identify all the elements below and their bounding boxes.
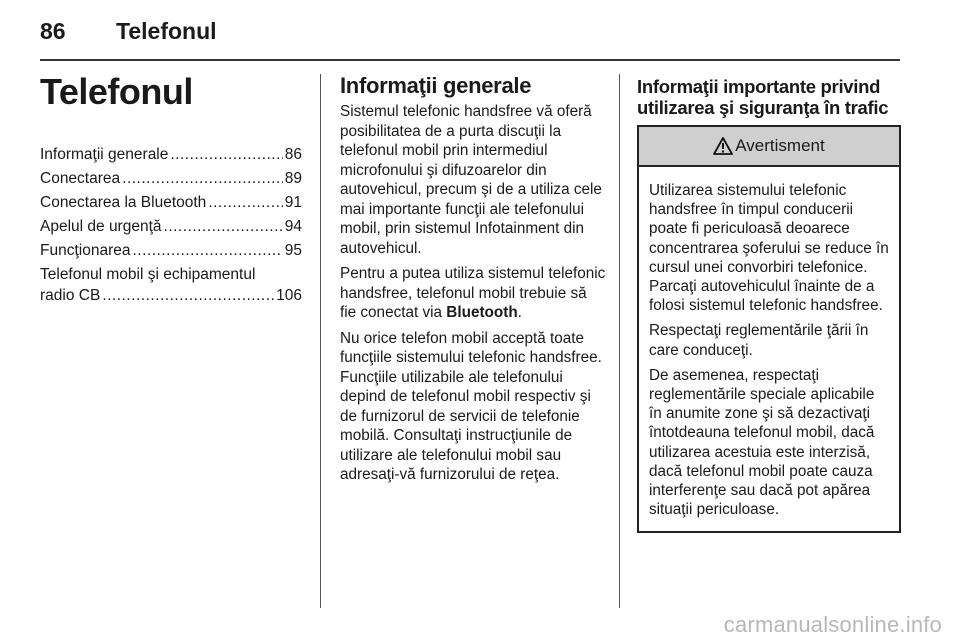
toc-item[interactable]: Conectarea ..... 89 (40, 168, 302, 189)
column-divider-1 (320, 74, 321, 608)
warning-box (637, 125, 901, 533)
warning-paragraph-2: Respectaţi reglementările ţării în care conduceţi. (649, 322, 869, 359)
warning-triangle-icon (713, 137, 733, 155)
toc-item[interactable]: Funcţionarea ..... 95 (40, 240, 302, 261)
site-watermark: carmanualsonline.info (723, 612, 942, 637)
warning-body (639, 167, 899, 531)
general-info-column (340, 72, 606, 491)
bluetooth-term: Bluetooth (446, 304, 518, 321)
warning-paragraph-3: De asemenea, respectaţi reglementările speciale aplicabile în anumite zone şi să dezactivaţi întotdeauna telefonul mobil, dacă utilizarea acestuia este interzisă, dacă telefonul mobil poate cauza interferenţe sau dacă pot apărea situaţii periculoase. (649, 366, 875, 519)
page-number: 86 (40, 18, 66, 44)
toc-item[interactable]: Apelul de urgenţă ..... 94 (40, 216, 302, 237)
safety-heading: Informaţii importante privind utilizarea şi siguranţa în trafic (637, 76, 889, 118)
warning-title: Avertisment (735, 136, 825, 155)
toc-item[interactable]: Informaţii generale ..... 86 (40, 144, 302, 165)
warning-paragraph-1: Utilizarea sistemului telefonic handsfree în timpul conducerii poate fi periculoasă deoarece concentrarea şoferului se reduce în cursul unei convorbiri telefonice. Parcaţi autovehiculul înainte de a folosi sistemul telefonic handsfree. (649, 182, 889, 315)
column-divider-2 (619, 74, 620, 608)
general-paragraph-2: Pentru a putea utiliza sistemul telefonic handsfree, telefonul mobil trebuie să fie conectat via Bluetooth. (340, 265, 606, 321)
warning-header (639, 127, 899, 167)
general-paragraph-3: Nu orice telefon mobil acceptă toate funcţiile sistemului telefonic handsfree. Funcţiile utilizabile ale telefonului depind de telefonul mobil respectiv şi de furnizorul de servicii de telefonie mobilă. Consultaţi instrucţiunile de utilizare ale telefonului mobil sau adresaţi-vă furnizorului de reţea. (340, 329, 602, 483)
general-info-heading: Informaţii generale (340, 73, 532, 98)
header-divider (40, 59, 900, 61)
general-paragraph-1: Sistemul telefonic handsfree vă oferă posibilitatea de a purta discuţii la telefonul mobil prin intermediul microfonului şi difuzoarelor din autovehicul, precum şi de a utiliza cele mai importante funcţii ale telefonului mobil, prin sistemul Infotainment din autovehicul. (340, 103, 602, 257)
safety-column (637, 76, 901, 533)
table-of-contents (40, 144, 302, 306)
chapter-title: Telefonul (40, 71, 193, 112)
toc-item[interactable]: Telefonul mobil şi echipamentul radio CB ..... 106 (40, 264, 302, 306)
toc-column (40, 70, 302, 309)
section-name: Telefonul (116, 18, 217, 44)
toc-item[interactable]: Conectarea la Bluetooth ..... 91 (40, 192, 302, 213)
page-header (40, 14, 900, 54)
